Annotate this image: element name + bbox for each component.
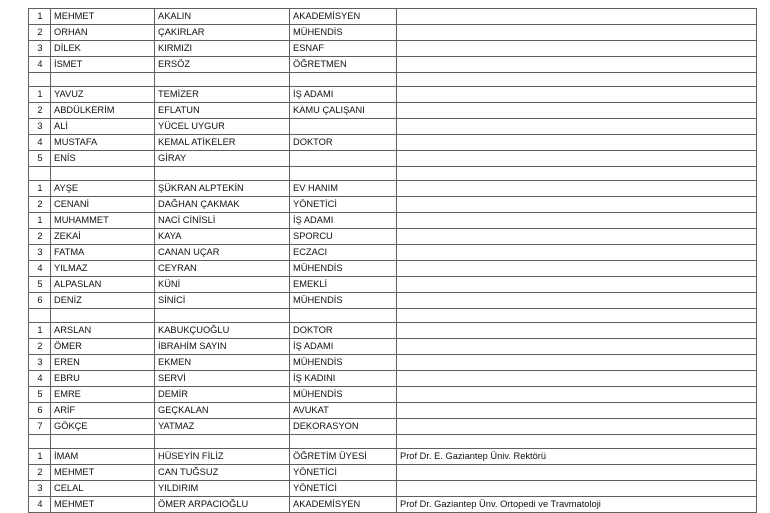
note-cell: Prof Dr. E. Gaziantep Üniv. Rektörü	[397, 449, 757, 465]
last-name-cell: DEMİR	[155, 387, 290, 403]
last-name-cell: KAYA	[155, 229, 290, 245]
first-name-cell: ÖMER	[51, 339, 155, 355]
note-cell	[397, 197, 757, 213]
table-row	[29, 261, 757, 277]
occupation-cell: İŞ ADAMI	[290, 339, 397, 355]
row-number-cell: 4	[29, 135, 51, 151]
note-cell	[397, 119, 757, 135]
occupation-cell: MÜHENDİS	[290, 387, 397, 403]
last-name-cell: KABUKÇUOĞLU	[155, 323, 290, 339]
last-name-cell: TEMİZER	[155, 87, 290, 103]
last-name-cell: KIRMIZI	[155, 41, 290, 57]
row-number-cell: 3	[29, 245, 51, 261]
note-cell	[397, 339, 757, 355]
row-number-cell: 5	[29, 151, 51, 167]
row-number-cell: 2	[29, 339, 51, 355]
note-cell	[397, 151, 757, 167]
last-name-cell: CEYRAN	[155, 261, 290, 277]
last-name-cell: ŞÜKRAN ALPTEKİN	[155, 181, 290, 197]
occupation-cell: AKADEMİSYEN	[290, 9, 397, 25]
row-number-cell: 7	[29, 419, 51, 435]
occupation-cell: DOKTOR	[290, 323, 397, 339]
note-cell	[397, 419, 757, 435]
table-row	[29, 497, 757, 513]
table-spacer-cell	[155, 309, 290, 323]
occupation-cell: YÖNETİCİ	[290, 481, 397, 497]
row-number-cell: 5	[29, 387, 51, 403]
first-name-cell: MUSTAFA	[51, 135, 155, 151]
first-name-cell: YAVUZ	[51, 87, 155, 103]
note-cell	[397, 323, 757, 339]
last-name-cell: YATMAZ	[155, 419, 290, 435]
table-spacer-cell	[155, 167, 290, 181]
table-spacer-row	[29, 167, 757, 181]
last-name-cell: İBRAHİM SAYIN	[155, 339, 290, 355]
row-number-cell: 1	[29, 9, 51, 25]
table-spacer-cell	[51, 167, 155, 181]
table-row	[29, 9, 757, 25]
first-name-cell: DİLEK	[51, 41, 155, 57]
first-name-cell: CENANİ	[51, 197, 155, 213]
note-cell	[397, 87, 757, 103]
note-cell	[397, 103, 757, 119]
last-name-cell: HÜSEYİN FİLİZ	[155, 449, 290, 465]
occupation-cell: AVUKAT	[290, 403, 397, 419]
last-name-cell: EFLATUN	[155, 103, 290, 119]
first-name-cell: İSMET	[51, 57, 155, 73]
row-number-cell: 1	[29, 213, 51, 229]
last-name-cell: YÜCEL UYGUR	[155, 119, 290, 135]
row-number-cell: 5	[29, 277, 51, 293]
last-name-cell: AKALIN	[155, 9, 290, 25]
last-name-cell: DAĞHAN ÇAKMAK	[155, 197, 290, 213]
note-cell	[397, 57, 757, 73]
occupation-cell: İŞ ADAMI	[290, 213, 397, 229]
table-row	[29, 213, 757, 229]
occupation-cell: YÖNETİCİ	[290, 197, 397, 213]
first-name-cell: ENİS	[51, 151, 155, 167]
table-spacer-cell	[29, 309, 51, 323]
note-cell	[397, 135, 757, 151]
table-spacer-cell	[397, 73, 757, 87]
note-cell	[397, 9, 757, 25]
table-spacer-cell	[51, 435, 155, 449]
table-spacer-cell	[29, 73, 51, 87]
table-row	[29, 245, 757, 261]
note-cell	[397, 181, 757, 197]
occupation-cell: AKADEMİSYEN	[290, 497, 397, 513]
table-row	[29, 41, 757, 57]
first-name-cell: CELAL	[51, 481, 155, 497]
first-name-cell: GÖKÇE	[51, 419, 155, 435]
row-number-cell: 4	[29, 261, 51, 277]
table-spacer-cell	[397, 309, 757, 323]
table-row	[29, 419, 757, 435]
table-row	[29, 181, 757, 197]
row-number-cell: 1	[29, 181, 51, 197]
occupation-cell: EV HANIM	[290, 181, 397, 197]
note-cell	[397, 481, 757, 497]
first-name-cell: ARİF	[51, 403, 155, 419]
note-cell	[397, 25, 757, 41]
note-cell: Prof Dr. Gaziantep Ünv. Ortopedi ve Travmatoloji	[397, 497, 757, 513]
note-cell	[397, 293, 757, 309]
table-row	[29, 57, 757, 73]
last-name-cell: ERSÖZ	[155, 57, 290, 73]
first-name-cell: İMAM	[51, 449, 155, 465]
occupation-cell: MÜHENDİS	[290, 261, 397, 277]
row-number-cell: 4	[29, 497, 51, 513]
table-spacer-cell	[29, 167, 51, 181]
table-row	[29, 481, 757, 497]
occupation-cell: DEKORASYON	[290, 419, 397, 435]
last-name-cell: SİNİCİ	[155, 293, 290, 309]
table-spacer-cell	[51, 73, 155, 87]
last-name-cell: GİRAY	[155, 151, 290, 167]
occupation-cell: EMEKLİ	[290, 277, 397, 293]
table-spacer-cell	[155, 435, 290, 449]
note-cell	[397, 213, 757, 229]
last-name-cell: GEÇKALAN	[155, 403, 290, 419]
row-number-cell: 3	[29, 355, 51, 371]
row-number-cell: 3	[29, 41, 51, 57]
first-name-cell: ALİ	[51, 119, 155, 135]
first-name-cell: EREN	[51, 355, 155, 371]
occupation-cell: DOKTOR	[290, 135, 397, 151]
table-spacer-cell	[290, 73, 397, 87]
table-spacer-row	[29, 73, 757, 87]
table-row	[29, 151, 757, 167]
table-row	[29, 323, 757, 339]
last-name-cell: KÜNİ	[155, 277, 290, 293]
row-number-cell: 2	[29, 229, 51, 245]
table-spacer-cell	[290, 309, 397, 323]
table-row	[29, 119, 757, 135]
document-page	[0, 8, 770, 509]
note-cell	[397, 403, 757, 419]
row-number-cell: 2	[29, 465, 51, 481]
note-cell	[397, 371, 757, 387]
table-row	[29, 355, 757, 371]
table-row	[29, 87, 757, 103]
table-row	[29, 103, 757, 119]
first-name-cell: ARSLAN	[51, 323, 155, 339]
note-cell	[397, 465, 757, 481]
first-name-cell: FATMA	[51, 245, 155, 261]
table-body	[29, 9, 757, 513]
row-number-cell: 3	[29, 481, 51, 497]
table-spacer-row	[29, 435, 757, 449]
note-cell	[397, 261, 757, 277]
last-name-cell: EKMEN	[155, 355, 290, 371]
row-number-cell: 2	[29, 25, 51, 41]
last-name-cell: CANAN UÇAR	[155, 245, 290, 261]
occupation-cell	[290, 151, 397, 167]
row-number-cell: 3	[29, 119, 51, 135]
table-row	[29, 449, 757, 465]
row-number-cell: 2	[29, 197, 51, 213]
last-name-cell: YILDIRIM	[155, 481, 290, 497]
first-name-cell: ORHAN	[51, 25, 155, 41]
table-spacer-row	[29, 309, 757, 323]
table-spacer-cell	[397, 167, 757, 181]
occupation-cell: KAMU ÇALIŞANI	[290, 103, 397, 119]
last-name-cell: SERVİ	[155, 371, 290, 387]
last-name-cell: CAN TUĞSUZ	[155, 465, 290, 481]
table-row	[29, 197, 757, 213]
first-name-cell: ZEKAİ	[51, 229, 155, 245]
row-number-cell: 1	[29, 323, 51, 339]
first-name-cell: MEHMET	[51, 465, 155, 481]
table-spacer-cell	[290, 435, 397, 449]
table-row	[29, 293, 757, 309]
table-spacer-cell	[155, 73, 290, 87]
row-number-cell: 4	[29, 57, 51, 73]
row-number-cell: 1	[29, 449, 51, 465]
note-cell	[397, 387, 757, 403]
note-cell	[397, 41, 757, 57]
first-name-cell: YILMAZ	[51, 261, 155, 277]
table-row	[29, 25, 757, 41]
first-name-cell: EBRU	[51, 371, 155, 387]
occupation-cell: ÖĞRETMEN	[290, 57, 397, 73]
table-row	[29, 229, 757, 245]
table-row	[29, 277, 757, 293]
occupation-cell: MÜHENDİS	[290, 25, 397, 41]
table-row	[29, 371, 757, 387]
table-row	[29, 135, 757, 151]
row-number-cell: 1	[29, 87, 51, 103]
table-row	[29, 403, 757, 419]
table-spacer-cell	[397, 435, 757, 449]
first-name-cell: MEHMET	[51, 9, 155, 25]
table-spacer-cell	[29, 435, 51, 449]
row-number-cell: 6	[29, 403, 51, 419]
last-name-cell: ÇAKIRLAR	[155, 25, 290, 41]
occupation-cell	[290, 119, 397, 135]
last-name-cell: NACİ CİNİSLİ	[155, 213, 290, 229]
occupation-cell: ESNAF	[290, 41, 397, 57]
last-name-cell: KEMAL ATİKELER	[155, 135, 290, 151]
occupation-cell: MÜHENDİS	[290, 355, 397, 371]
table-row	[29, 387, 757, 403]
first-name-cell: DENİZ	[51, 293, 155, 309]
note-cell	[397, 355, 757, 371]
row-number-cell: 4	[29, 371, 51, 387]
first-name-cell: ALPASLAN	[51, 277, 155, 293]
note-cell	[397, 245, 757, 261]
row-number-cell: 6	[29, 293, 51, 309]
first-name-cell: AYŞE	[51, 181, 155, 197]
table-row	[29, 465, 757, 481]
occupation-cell: İŞ ADAMI	[290, 87, 397, 103]
occupation-cell: ECZACI	[290, 245, 397, 261]
last-name-cell: ÖMER ARPACIOĞLU	[155, 497, 290, 513]
occupation-cell: SPORCU	[290, 229, 397, 245]
occupation-cell: YÖNETİCİ	[290, 465, 397, 481]
occupation-cell: MÜHENDİS	[290, 293, 397, 309]
candidate-table	[28, 8, 757, 513]
table-spacer-cell	[51, 309, 155, 323]
first-name-cell: MEHMET	[51, 497, 155, 513]
note-cell	[397, 229, 757, 245]
table-spacer-cell	[290, 167, 397, 181]
occupation-cell: İŞ KADINI	[290, 371, 397, 387]
first-name-cell: EMRE	[51, 387, 155, 403]
first-name-cell: MUHAMMET	[51, 213, 155, 229]
note-cell	[397, 277, 757, 293]
table-row	[29, 339, 757, 355]
row-number-cell: 2	[29, 103, 51, 119]
first-name-cell: ABDÜLKERİM	[51, 103, 155, 119]
occupation-cell: ÖĞRETİM ÜYESİ	[290, 449, 397, 465]
